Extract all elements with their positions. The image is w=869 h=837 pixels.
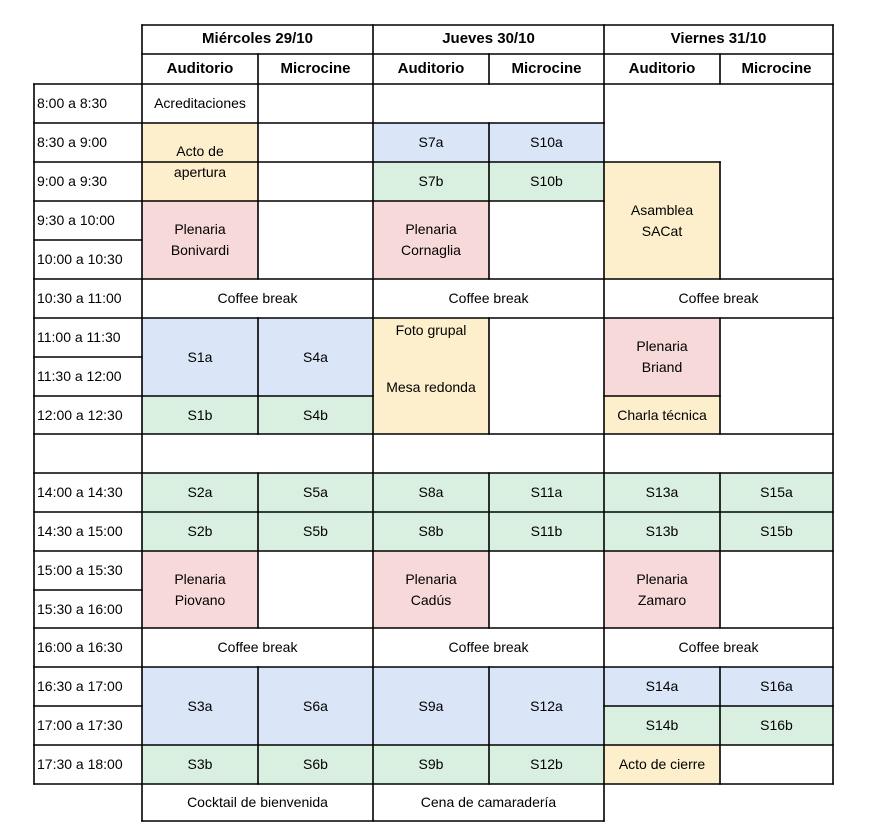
event-foto-grupal: Foto grupal (395, 322, 467, 338)
event-s1b: S1b (142, 396, 258, 434)
event-coffee-break: Coffee break (678, 290, 759, 306)
event-s10b: S10b (489, 162, 604, 201)
event-s4a: S4a (258, 318, 373, 396)
time-slot: 15:30 a 16:00 (37, 600, 123, 617)
room-header-microcine: Microcine (511, 59, 582, 77)
event-s16b: S16b (720, 706, 833, 745)
time-slot: 14:00 a 14:30 (37, 484, 123, 500)
event-plenaria-cornaglia: Plenaria Cornaglia (373, 201, 489, 279)
event-coffee-break: Coffee break (217, 639, 298, 655)
event-coffee-break: Coffee break (678, 639, 759, 655)
event-s10a: S10a (489, 123, 604, 162)
event-acreditaciones: Acreditaciones (154, 95, 246, 111)
event-s14b: S14b (604, 706, 720, 745)
time-slot: 8:30 a 9:00 (37, 134, 108, 150)
room-header-microcine: Microcine (280, 59, 351, 77)
event-acto-apertura: Acto de apertura (142, 123, 258, 201)
event-s3a: S3a (142, 667, 258, 745)
time-slot: 9:30 a 10:00 (37, 212, 115, 228)
event-plenaria-cadus: Plenaria Cadús (373, 551, 489, 628)
time-slot: 15:00 a 15:30 (37, 562, 123, 578)
event-s14a: S14a (604, 667, 720, 706)
event-s16a: S16a (720, 667, 833, 706)
event-s12b: S12b (489, 745, 604, 784)
event-charla-tecnica: Charla técnica (604, 396, 720, 434)
time-slot: 16:30 a 17:00 (37, 678, 123, 694)
event-s9a: S9a (373, 667, 489, 745)
event-s13a: S13a (604, 473, 720, 512)
event-coffee-break: Coffee break (217, 290, 298, 306)
room-header-auditorio: Auditorio (397, 59, 465, 77)
event-s11a: S11a (489, 473, 604, 512)
time-slot: 8:00 a 8:30 (37, 95, 108, 111)
event-s6a: S6a (258, 667, 373, 745)
event-asamblea-sacat: Asamblea SACat (604, 162, 720, 279)
event-plenaria-piovano: Plenaria Piovano (142, 551, 258, 628)
time-slot: 10:00 a 10:30 (37, 251, 123, 267)
event-s13b: S13b (604, 512, 720, 551)
event-s3b: S3b (142, 745, 258, 784)
room-header-microcine: Microcine (741, 59, 812, 77)
event-acto-cierre: Acto de cierre (604, 745, 720, 784)
day-header-jueves: Jueves 30/10 (442, 30, 535, 48)
time-slot: 11:00 a 11:30 (37, 329, 121, 345)
event-s7b: S7b (373, 162, 489, 201)
event-s4b: S4b (258, 396, 373, 434)
event-cocktail-bienvenida: Cocktail de bienvenida (187, 794, 328, 810)
event-s7a: S7a (373, 123, 489, 162)
room-header-auditorio: Auditorio (166, 59, 234, 77)
time-slot: 12:00 a 12:30 (37, 406, 123, 423)
time-slot: 14:30 a 15:00 (37, 523, 123, 539)
event-s15b: S15b (720, 512, 833, 551)
event-s15a: S15a (720, 473, 833, 512)
event-s9b: S9b (373, 745, 489, 784)
event-mesa-redonda: Mesa redonda (386, 379, 476, 395)
day-header-miercoles: Miércoles 29/10 (202, 30, 313, 48)
event-s8b: S8b (373, 512, 489, 551)
event-s8a: S8a (373, 473, 489, 512)
time-slot: 10:30 a 11:00 (37, 290, 122, 306)
event-s12a: S12a (489, 667, 604, 745)
time-slot: 17:30 a 18:00 (37, 756, 123, 772)
event-s5a: S5a (258, 473, 373, 512)
event-s5b: S5b (258, 512, 373, 551)
event-plenaria-zamaro: Plenaria Zamaro (604, 551, 720, 628)
event-coffee-break: Coffee break (448, 639, 529, 655)
time-slot: 11:30 a 12:00 (37, 368, 122, 384)
time-slot: 9:00 a 9:30 (37, 173, 108, 189)
event-s11b: S11b (489, 512, 604, 551)
event-coffee-break: Coffee break (448, 290, 529, 306)
event-s2b: S2b (142, 512, 258, 551)
time-slot: 16:00 a 16:30 (37, 639, 123, 655)
event-cena-camaraderia: Cena de camaradería (420, 794, 557, 810)
day-header-viernes: Viernes 31/10 (670, 30, 767, 48)
event-plenaria-briand: Plenaria Briand (604, 318, 720, 396)
time-slot: 17:00 a 17:30 (37, 717, 123, 733)
event-s2a: S2a (142, 473, 258, 512)
event-s1a: S1a (142, 318, 258, 396)
event-s6b: S6b (258, 745, 373, 784)
room-header-auditorio: Auditorio (628, 59, 696, 77)
event-plenaria-bonivardi: Plenaria Bonivardi (142, 201, 258, 279)
